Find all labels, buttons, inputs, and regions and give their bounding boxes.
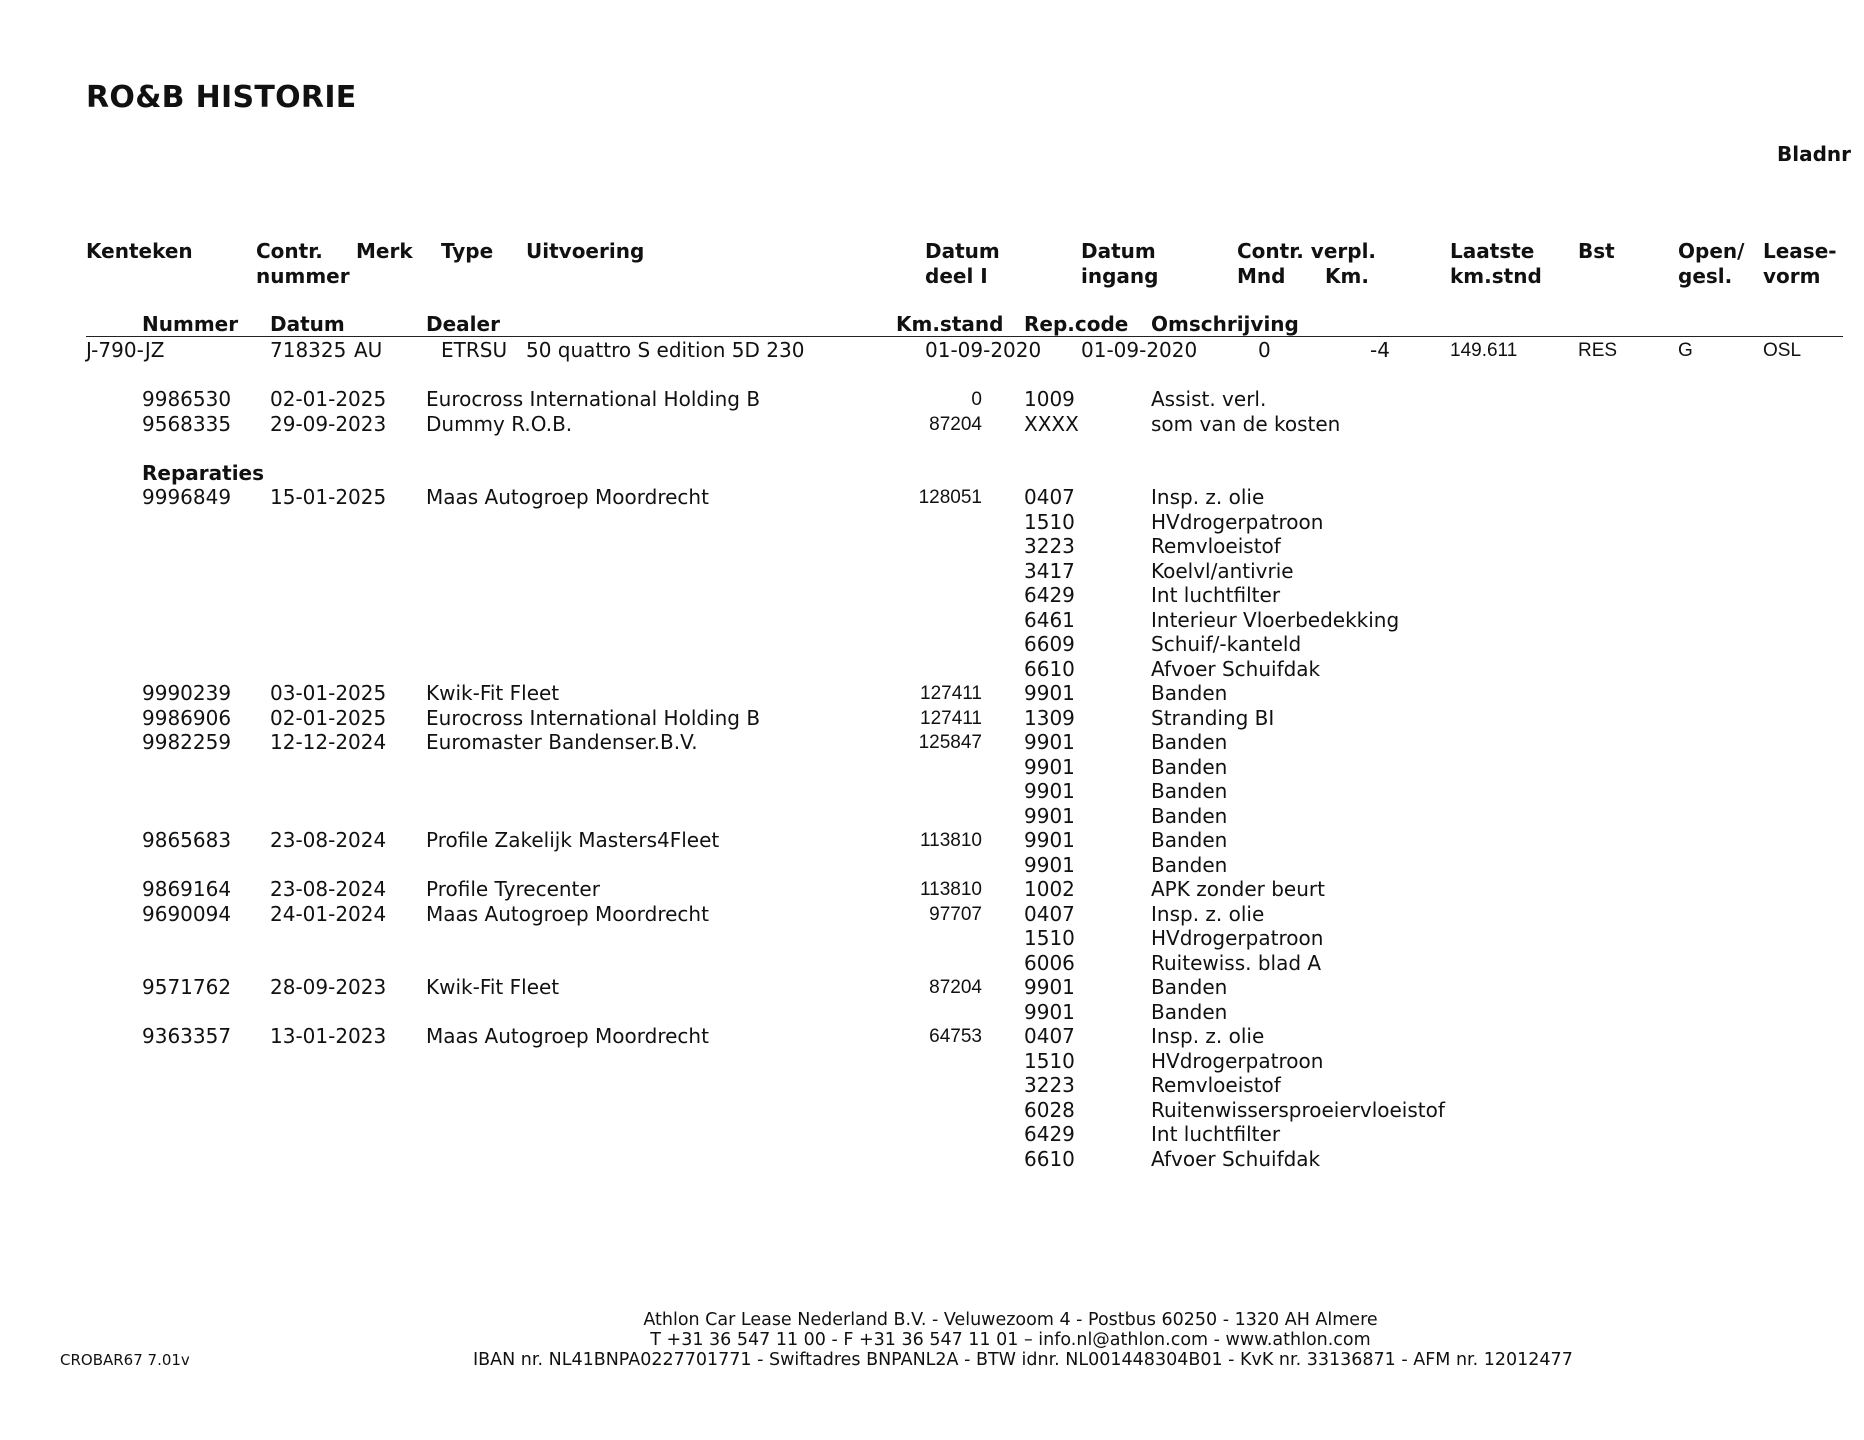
row-omschrijving: Assist. verl.: [1151, 387, 1267, 411]
page-title: RO&B HISTORIE: [86, 80, 357, 115]
header-datum-deel: Datum: [925, 239, 1000, 263]
row-rep-code: 1510: [1024, 926, 1075, 950]
row-datum: 02-01-2025: [270, 705, 387, 730]
header-mnd: Mnd: [1237, 264, 1286, 288]
row-datum: 29-09-2023: [270, 411, 387, 436]
header-contr: Contr.: [256, 239, 323, 263]
header-lease: Lease-: [1763, 239, 1837, 263]
row-datum: 24-01-2024: [270, 901, 387, 926]
row-omschrijving: Banden: [1151, 975, 1228, 999]
row-omschrijving: Banden: [1151, 681, 1228, 705]
row-rep-code: 1009: [1024, 387, 1075, 411]
row-rep-code: 6429: [1024, 583, 1075, 607]
vehicle-bst: RES: [1578, 340, 1618, 361]
row-rep-code: 1510: [1024, 509, 1075, 534]
row-rep-code: 0407: [1024, 901, 1075, 926]
row-omschrijving: HVdrogerpatroon: [1151, 509, 1324, 534]
row-rep-code: 1002: [1024, 877, 1075, 901]
row-rep-code: 6006: [1024, 950, 1075, 975]
header-kenteken: Kenteken: [86, 239, 193, 263]
vehicle-km: -4: [1370, 338, 1390, 362]
row-omschrijving: Ruitewiss. blad A: [1151, 950, 1322, 975]
vehicle-merk: AU: [354, 338, 383, 362]
subheader-datum: Datum: [270, 312, 345, 336]
header-laatste: Laatste: [1450, 239, 1535, 263]
row-omschrijving: Int luchtfilter: [1151, 583, 1281, 607]
row-km-stand: 97707: [929, 903, 982, 925]
row-dealer: Maas Autogroep Moordrecht: [426, 1024, 709, 1048]
header-km-stnd: km.stnd: [1450, 264, 1542, 288]
row-km-stand: 87204: [929, 413, 982, 435]
row-dealer: Kwik-Fit Fleet: [426, 975, 560, 999]
row-omschrijving: APK zonder beurt: [1151, 877, 1325, 901]
header-deel-i: deel I: [925, 264, 988, 288]
row-omschrijving: Afvoer Schuifdak: [1151, 1146, 1321, 1171]
row-omschrijving: Banden: [1151, 828, 1228, 852]
row-rep-code: 0407: [1024, 485, 1075, 509]
vehicle-laatste-km: 149.611: [1450, 340, 1518, 361]
row-dealer: Kwik-Fit Fleet: [426, 681, 560, 705]
header-nummer: nummer: [256, 264, 350, 288]
vehicle-uitvoering: 50 quattro S edition 5D 230: [526, 338, 805, 362]
row-datum: 02-01-2025: [270, 387, 387, 411]
subheader-dealer: Dealer: [426, 312, 500, 336]
row-omschrijving: Banden: [1151, 803, 1228, 828]
row-omschrijving: Koelvl/antivrie: [1151, 558, 1294, 583]
row-dealer: Maas Autogroep Moordrecht: [426, 901, 709, 926]
row-omschrijving: Afvoer Schuifdak: [1151, 656, 1321, 681]
row-dealer: Profile Zakelijk Masters4Fleet: [426, 828, 720, 852]
row-rep-code: 9901: [1024, 730, 1075, 754]
row-dealer: Maas Autogroep Moordrecht: [426, 485, 709, 509]
row-rep-code: 1510: [1024, 1048, 1075, 1073]
row-rep-code: 6610: [1024, 656, 1075, 681]
row-omschrijving: som van de kosten: [1151, 411, 1341, 436]
row-dealer: Profile Tyrecenter: [426, 877, 600, 901]
row-omschrijving: Remvloeistof: [1151, 1073, 1281, 1097]
row-dealer: Dummy R.O.B.: [426, 411, 573, 436]
vehicle-type: ETRSU: [441, 338, 508, 362]
row-rep-code: 0407: [1024, 1024, 1075, 1048]
row-rep-code: 3223: [1024, 534, 1075, 558]
row-km-stand: 127411: [920, 707, 982, 729]
header-ingang: ingang: [1081, 264, 1159, 288]
row-nummer: 9568335: [142, 411, 232, 436]
footer-contact: T +31 36 547 11 00 - F +31 36 547 11 01 – info.nl@athlon.com - www.athlon.com: [650, 1330, 1371, 1350]
header-merk: Merk: [356, 239, 413, 263]
row-omschrijving: Banden: [1151, 852, 1228, 877]
row-rep-code: 6461: [1024, 607, 1075, 632]
row-rep-code: 9901: [1024, 999, 1075, 1024]
header-vorm: vorm: [1763, 264, 1821, 288]
row-rep-code: 6429: [1024, 1122, 1075, 1146]
row-datum: 03-01-2025: [270, 681, 387, 705]
row-omschrijving: HVdrogerpatroon: [1151, 926, 1324, 950]
row-rep-code: 9901: [1024, 681, 1075, 705]
header-contr-verpl: Contr. verpl.: [1237, 239, 1377, 263]
form-code: CROBAR67 7.01v: [60, 1351, 190, 1369]
row-nummer: 9990239: [142, 681, 232, 705]
vehicle-mnd: 0: [1258, 338, 1271, 362]
subheader-km-stand: Km.stand: [896, 312, 1004, 336]
row-rep-code: 6609: [1024, 632, 1075, 656]
row-rep-code: 3223: [1024, 1073, 1075, 1097]
row-datum: 15-01-2025: [270, 485, 387, 509]
vehicle-datum-ingang: 01-09-2020: [1081, 338, 1198, 362]
vehicle-contract: 718325: [270, 338, 347, 362]
row-nummer: 9571762: [142, 975, 232, 999]
subheader-nummer: Nummer: [142, 312, 239, 336]
subheader-omschrijving: Omschrijving: [1151, 312, 1299, 336]
row-dealer: Eurocross International Holding B: [426, 705, 761, 730]
header-bst: Bst: [1578, 239, 1615, 263]
bladnr-label: Bladnr: [1777, 142, 1852, 166]
header-km: Km.: [1325, 264, 1369, 288]
header-gesl: gesl.: [1678, 264, 1733, 288]
row-datum: 12-12-2024: [270, 730, 387, 754]
row-omschrijving: Banden: [1151, 999, 1228, 1024]
row-nummer: 9363357: [142, 1024, 232, 1048]
row-dealer: Euromaster Bandenser.B.V.: [426, 730, 698, 754]
row-omschrijving: Interieur Vloerbedekking: [1151, 607, 1400, 632]
header-type: Type: [441, 239, 494, 263]
row-rep-code: 9901: [1024, 779, 1075, 803]
footer-bank: IBAN nr. NL41BNPA0227701771 - Swiftadres BNPANL2A - BTW idnr. NL001448304B01 - KvK nr. 33136871 - AFM nr. 12012477: [473, 1350, 1573, 1370]
section-reparaties: Reparaties: [142, 460, 265, 485]
row-km-stand: 64753: [929, 1026, 982, 1047]
row-rep-code: 9901: [1024, 852, 1075, 877]
row-omschrijving: Int luchtfilter: [1151, 1122, 1281, 1146]
row-nummer: 9986906: [142, 705, 232, 730]
vehicle-leasevorm: OSL: [1763, 340, 1802, 361]
row-km-stand: 113810: [920, 830, 982, 851]
row-datum: 28-09-2023: [270, 975, 387, 999]
row-omschrijving: Insp. z. olie: [1151, 901, 1265, 926]
row-rep-code: 9901: [1024, 803, 1075, 828]
row-rep-code: XXXX: [1024, 411, 1079, 436]
row-rep-code: 9901: [1024, 754, 1075, 779]
row-rep-code: 6610: [1024, 1146, 1075, 1171]
row-rep-code: 9901: [1024, 828, 1075, 852]
row-dealer: Eurocross International Holding B: [426, 387, 761, 411]
row-datum: 13-01-2023: [270, 1024, 387, 1048]
row-omschrijving: Banden: [1151, 754, 1228, 779]
header-uitvoering: Uitvoering: [526, 239, 645, 263]
vehicle-datum-deel-i: 01-09-2020: [925, 338, 1042, 362]
row-km-stand: 128051: [918, 487, 982, 508]
row-nummer: 9865683: [142, 828, 232, 852]
row-omschrijving: Insp. z. olie: [1151, 485, 1265, 509]
header-divider: [86, 336, 1843, 337]
row-nummer: 9996849: [142, 485, 232, 509]
row-nummer: 9869164: [142, 877, 232, 901]
row-omschrijving: Schuif/-kanteld: [1151, 632, 1302, 656]
row-rep-code: 1309: [1024, 705, 1075, 730]
row-nummer: 9982259: [142, 730, 232, 754]
header-datum-ingang: Datum: [1081, 239, 1156, 263]
row-omschrijving: Insp. z. olie: [1151, 1024, 1265, 1048]
row-km-stand: 127411: [920, 683, 982, 704]
row-nummer: 9690094: [142, 901, 232, 926]
row-rep-code: 9901: [1024, 975, 1075, 999]
vehicle-kenteken: J-790-JZ: [86, 338, 165, 362]
row-km-stand: 87204: [929, 977, 982, 998]
row-datum: 23-08-2024: [270, 828, 387, 852]
row-km-stand: 0: [971, 389, 982, 410]
row-km-stand: 113810: [920, 879, 982, 900]
footer-address: Athlon Car Lease Nederland B.V. - Veluwezoom 4 - Postbus 60250 - 1320 AH Almere: [643, 1310, 1378, 1330]
row-datum: 23-08-2024: [270, 877, 387, 901]
row-omschrijving: Banden: [1151, 730, 1228, 754]
row-omschrijving: Remvloeistof: [1151, 534, 1281, 558]
row-rep-code: 3417: [1024, 558, 1075, 583]
subheader-rep-code: Rep.code: [1024, 312, 1129, 336]
vehicle-open-gesl: G: [1678, 340, 1693, 361]
row-rep-code: 6028: [1024, 1097, 1075, 1122]
row-omschrijving: Stranding BI: [1151, 705, 1275, 730]
row-km-stand: 125847: [918, 732, 982, 753]
header-open: Open/: [1678, 239, 1745, 263]
row-omschrijving: Ruitenwissersproeiervloeistof: [1151, 1097, 1445, 1122]
row-nummer: 9986530: [142, 387, 232, 411]
row-omschrijving: Banden: [1151, 779, 1228, 803]
row-omschrijving: HVdrogerpatroon: [1151, 1048, 1324, 1073]
